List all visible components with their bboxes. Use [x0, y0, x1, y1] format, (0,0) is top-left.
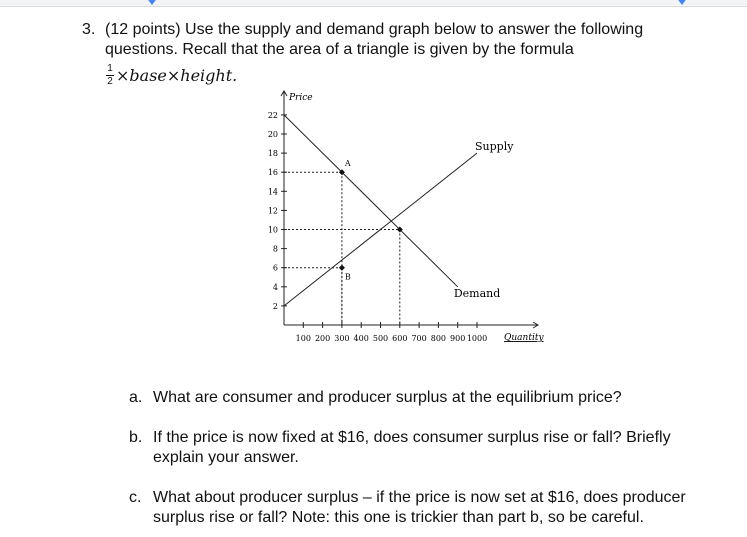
supply-label: Supply — [475, 140, 514, 154]
x-tick-label: 200 — [314, 334, 331, 343]
part-text: What about producer surplus – if the price is now set at $16, does producer surplus rise or fall? Note: this one is trickier than part b, so be careful. — [153, 489, 686, 526]
y-tick-label: 16 — [267, 168, 278, 178]
x-tick-label: 1000 — [466, 334, 488, 343]
supply-demand-chart — [250, 88, 550, 353]
question-number: 3. — [82, 21, 96, 38]
y-axis-label: Price — [289, 93, 313, 103]
indent-marker-icon[interactable] — [676, 0, 688, 5]
y-tick-label: 14 — [267, 187, 278, 197]
fraction-denominator: 2 — [107, 76, 113, 87]
x-axis-label: Quantity — [504, 333, 544, 343]
y-tick-label: 4 — [272, 282, 278, 292]
fraction — [106, 64, 114, 87]
question-text: (12 points) Use the supply and demand graph below to answer the following questions. Recall that the area of a triangle is given by the formula — [105, 21, 644, 58]
data-point — [339, 265, 345, 271]
y-tick-label: 12 — [267, 206, 278, 216]
x-tick-label: 900 — [450, 334, 466, 343]
y-tick-label: 8 — [272, 244, 278, 254]
point-label: A — [344, 159, 351, 169]
point-label: B — [344, 272, 351, 282]
part-text: What are consumer and producer surplus at the equilibrium price? — [153, 389, 622, 406]
y-tick-label: 10 — [267, 225, 278, 235]
demand-label: Demand — [453, 286, 501, 300]
x-tick-label: 600 — [392, 334, 408, 343]
x-tick-label: 400 — [353, 334, 369, 343]
indent-marker-icon[interactable] — [146, 0, 158, 5]
fraction-numerator: 1 — [107, 63, 113, 74]
y-tick-label: 22 — [267, 110, 278, 120]
part-text: If the price is now fixed at $16, does consumer surplus rise or fall? Briefly explain your answer. — [153, 429, 671, 466]
y-tick-label: 2 — [272, 301, 278, 311]
y-tick-label: 18 — [267, 149, 278, 159]
part-label: c. — [129, 489, 142, 506]
y-tick-label: 6 — [272, 263, 278, 273]
x-tick-label: 500 — [372, 334, 389, 343]
demand-line — [284, 115, 458, 287]
x-tick-label: 800 — [430, 334, 447, 343]
part-label: a. — [129, 389, 143, 406]
formula-text: ×base×height. — [116, 66, 238, 85]
ruler — [0, 0, 747, 7]
x-tick-label: 100 — [295, 334, 311, 343]
x-tick-label: 300 — [334, 334, 350, 343]
x-tick-label: 700 — [411, 334, 427, 343]
part-label: b. — [129, 429, 143, 446]
triangle-area-formula — [106, 64, 237, 87]
y-tick-label: 20 — [267, 130, 278, 139]
